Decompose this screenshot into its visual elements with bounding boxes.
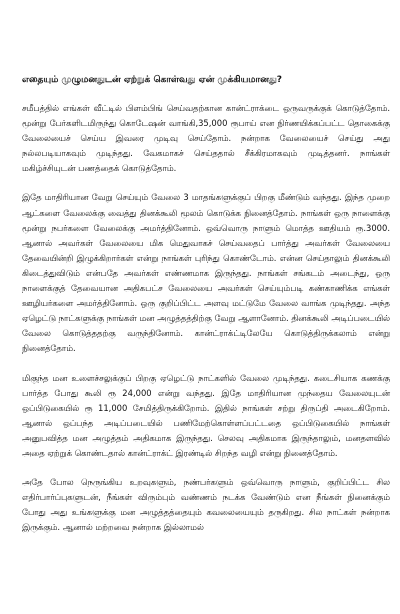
paragraph-4: அதே போல நெருங்கிய உறவுகளும், நண்பர்களும் ஒவ்வொரு நாளும், குறிப்பிட்ட சில எதிர்பார்ப்புகளுடன், நீங்கள் விரும்பும் வண்ணம் நடக்க வேண்டும் என நீங்கள் நினைக்கும் போது அது உங்களுக்கு மன அழுத்தத்தையும் கவலையையும் தருகிறது. சில நாட்கள் நன்றாக இருக்கும். ஆனால் மற்றவை நன்றாக இல்லாமல் (22, 477, 390, 533)
document-page (22, 74, 390, 549)
paragraph-2: இதே மாதிரியான வேறு செய்யும் வேலை 3 மாதங்களுக்குப் பிறகு மீண்டும் வந்தது. இந்த முறை ஆட்களை வேலைக்கு வைத்து தினக்கூலி மூலம் கொடுக்க நினைத்தோம். நாங்கள் ஒரு நாளைக்கு மூன்று நபர்களை வேலைக்கு அமர்த்தினோம். ஒவ்வொரு நாளும் மொத்த ஊதியம் ரூ.3000. ஆனால் அவர்கள் வேலையை மிக மெதுவாகச் செய்வதைப் பார்த்து அவர்கள் வேலையை தேவையின்றி இழுக்கிறார்கள் என்று நாங்கள் புரிந்து கொண்டோம். என்ன செய்தாலும் தினக்கூலி கிடைத்துவிடும் என்பதே அவர்கள் எண்ணமாக இருந்தது. நாங்கள் சங்கடம் அடைந்து, ஒரு நாளைக்குத் தேவையான அதிகபட்ச வேலையை அவர்கள் செய்யும்படி கண்காணிக்க எங்கள் ஊழியர்களை அமர்த்தினோம். ஒரு குறிப்பிட்ட அளவு மட்டுமே வேலை வாங்க முடிந்தது. அந்த ஏழெட்டு நாட்களுக்கு நாங்கள் மன அழுத்தத்திற்கு வேறு ஆளானோம். தினக்கூலி அடிப்படையில் வேலை கொடுத்ததற்கு வருந்தினோம். கான்ட்ராக்ட்டிலேயே கொடுத்திருக்கலாம் என்று நினைத்தோம். (22, 192, 390, 354)
article-heading: எதையும் முழுமனதுடன் ஏற்றுக் கொள்வது ஏன் முக்கியமானது? (22, 75, 282, 85)
paragraph-3: மிகுந்த மன உளைச்சலுக்குப் பிறகு ஏழெட்டு நாட்களில் வேலை முடிந்தது. கடைசியாக கணக்கு பார்த்த போது கூலி ரூ 24,000 என்று வந்தது. இதே மாதிரியான முந்தைய வேலையுடன் ஒப்பிடுகையில் ரூ 11,000 சேமித்திருக்கிறோம். இதில் நாங்கள் சற்று திருப்தி அடைகிறோம். ஆனால் ஒப்பந்த அடிப்படையில் பணிமேற்கொள்ளப்பட்டதை ஒப்பிடுகையில் நாங்கள் அனுபவித்த மன அழுத்தம் அதிகமாக இருந்தது. செலவு அதிகமாக இருந்தாலும், மனதளவில் அதை ஏற்றுக் கொண்டதால் கான்ட்ராக்ட் இரண்டில் சிறந்த வழி என்று நினைத்தோம். (22, 372, 390, 458)
paragraph-1: சமீபத்தில் எங்கள் வீட்டில் பிளம்பிங் செய்வதற்கான கான்ட்ராக்டை ஒருவருக்குக் கொடுத்தோம். மூன்று பேர்களிடமிருந்து கொடேஷன் வாங்கி,35,000 ரூபாய் என நிர்ணயிக்கப்பட்ட தொகைக்கு வேலையைச் செய்ய இவரை முடிவு செய்தோம். நன்றாக வேலையைச் செய்து அது நல்லபடியாகவும் முடிந்தது. வேகமாகச் செய்ததால் சீக்கிரமாகவும் முடித்தனர். நாங்கள் மகிழ்ச்சியுடன் பணத்தைக் கொடுத்தோம். (22, 103, 390, 174)
